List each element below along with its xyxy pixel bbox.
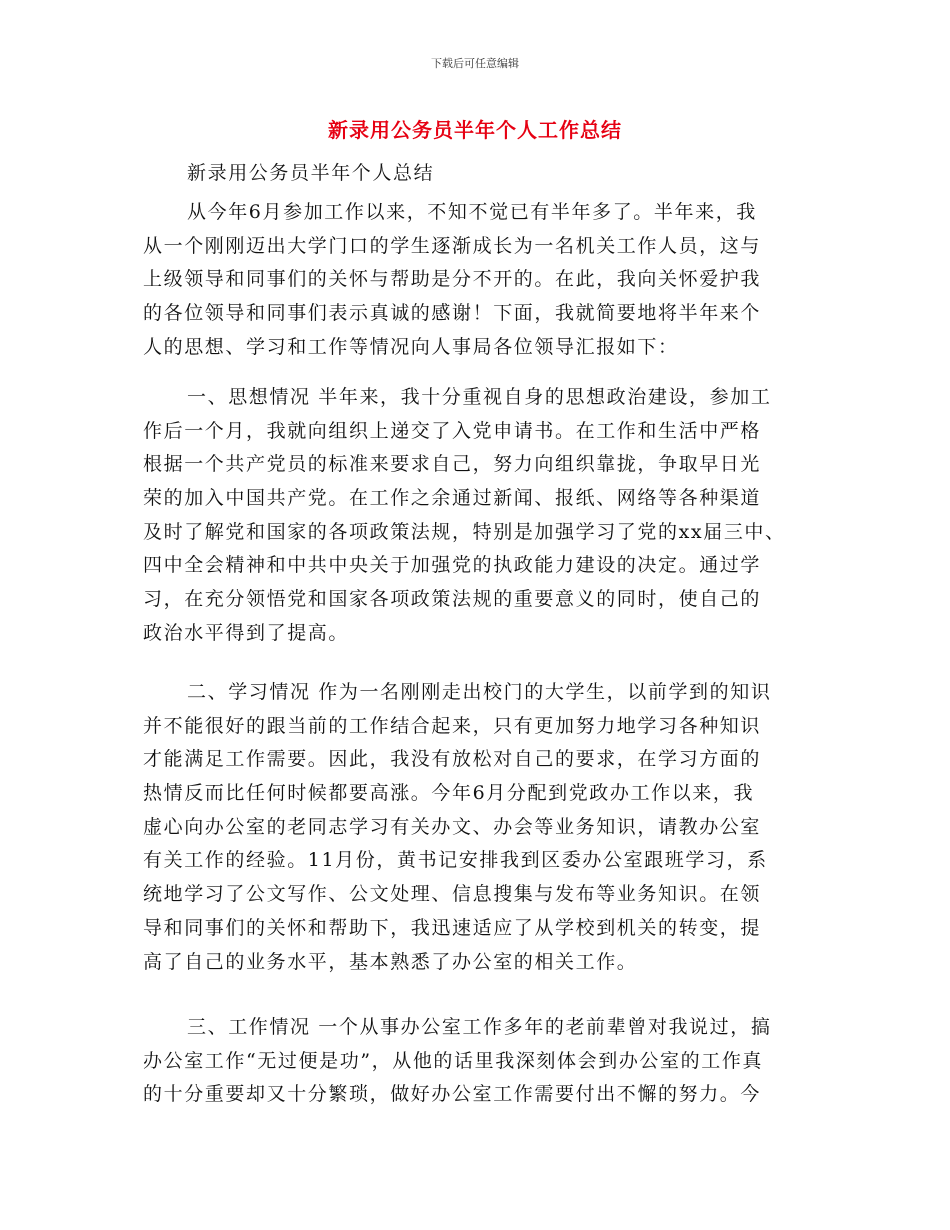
text-line: 虚心向办公室的老同志学习有关办文、办会等业务知识，请教办公室 <box>143 815 762 838</box>
text-line: 荣的加入中国共产党。在工作之余通过新闻、报纸、网络等各种渠道 <box>143 487 762 510</box>
text-line: 二、学习情况 作为一名刚刚走出校门的大学生，以前学到的知识 <box>187 681 772 703</box>
text-line: 新录用公务员半年个人总结 <box>187 162 435 184</box>
text-line: 四中全会精神和中共中央关于加强党的执政能力建设的决定。通过学 <box>143 554 762 577</box>
text-line: 作后一个月，我就向组织上递交了入党申请书。在工作和生活中严格 <box>143 419 762 442</box>
text-line: 根据一个共产党员的标准来要求自己，努力向组织靠拢，争取早日光 <box>143 453 762 476</box>
text-line: 高了自己的业务水平，基本熟悉了办公室的相关工作。 <box>143 950 638 973</box>
text-line: 人的思想、学习和工作等情况向人事局各位领导汇报如下： <box>143 335 679 358</box>
text-line: 统地学习了公文写作、公文处理、信息搜集与发布等业务知识。在领 <box>143 883 762 906</box>
text-line: 的各位领导和同事们表示真诚的感谢！下面，我就简要地将半年来个 <box>143 302 762 325</box>
text-line: 习，在充分领悟党和国家各项政策法规的重要意义的同时，使自己的 <box>143 588 762 611</box>
text-line: 一、思想情况 半年来，我十分重视自身的思想政治建设，参加工 <box>187 386 772 408</box>
text-line: 三、工作情况 一个从事办公室工作多年的老前辈曾对我说过，搞 <box>187 1016 772 1038</box>
text-line: 从今年6月参加工作以来，不知不觉已有半年多了。半年来，我 <box>187 201 757 223</box>
paragraph-subtitle <box>143 157 808 191</box>
document-title: 新录用公务员半年个人工作总结 <box>328 118 622 142</box>
text-line: 从一个刚刚迈出大学门口的学生逐渐成长为一名机关工作人员，这与 <box>143 234 762 257</box>
paragraph-ideology <box>143 381 808 651</box>
text-line: 的十分重要却又十分繁琐，做好办公室工作需要付出不懈的努力。今 <box>143 1083 762 1106</box>
text-line: 并不能很好的跟当前的工作结合起来，只有更加努力地学习各种知识 <box>143 714 762 737</box>
text-line: 及时了解党和国家的各项政策法规，特别是加强学习了党的xx届三中、 <box>143 520 786 543</box>
paragraph-intro <box>143 196 808 364</box>
paragraph-study <box>143 676 808 979</box>
text-line: 有关工作的经验。11月份，黄书记安排我到区委办公室跟班学习，系 <box>143 849 768 872</box>
text-line: 导和同事们的关怀和帮助下，我迅速适应了从学校到机关的转变，提 <box>143 916 762 939</box>
text-line: 热情反而比任何时候都要高涨。今年6月分配到党政办工作以来，我 <box>143 782 755 805</box>
header-note: 下载后可任意编辑 <box>431 57 519 70</box>
text-line: 才能满足工作需要。因此，我没有放松对自己的要求，在学习方面的 <box>143 748 762 771</box>
text-line: 办公室工作“无过便是功”，从他的话里我深刻体会到办公室的工作真 <box>143 1049 764 1072</box>
text-line: 政治水平得到了提高。 <box>143 621 350 644</box>
paragraph-work <box>143 1011 808 1112</box>
text-line: 上级领导和同事们的关怀与帮助是分不开的。在此，我向关怀爱护我 <box>143 268 762 291</box>
